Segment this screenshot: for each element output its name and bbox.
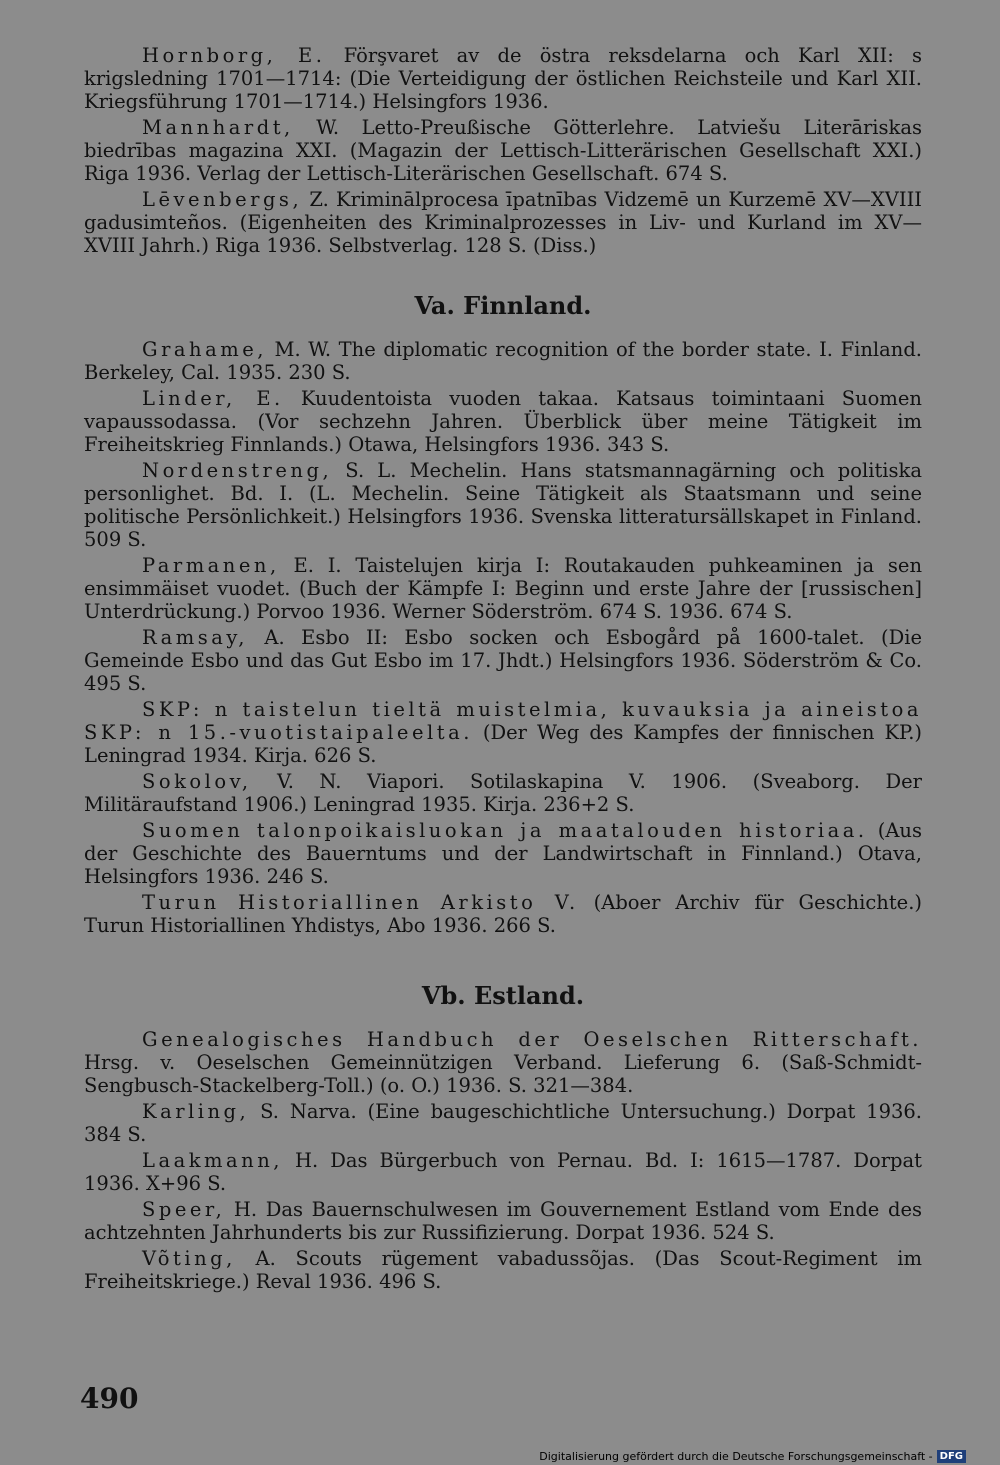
entry-text: Förşvaret av de östra reksdelarna och Karl XII: s krigsledning 1701—1714: (Die Verteidigung der östlichen Reichsteile und Karl XII. Kriegsführung 1701—1714.) Helsingfors 1936.	[84, 44, 922, 113]
bib-entry	[84, 44, 922, 113]
entry-author: Laakmann,	[142, 1149, 283, 1172]
entry-text: H. Das Bauernschulwesen im Gouvernement Estland vom Ende des achtzehnten Jahrhunderts bis zur Russifizierung. Dorpat 1936. 524 S.	[84, 1198, 922, 1244]
entry-author: Nordenstreng,	[142, 459, 333, 482]
entry-author: Speer,	[142, 1198, 226, 1221]
entry-text: H. Das Bürgerbuch von Pernau. Bd. I: 1615—1787. Dorpat 1936. X+96 S.	[84, 1149, 922, 1195]
bib-entry	[84, 1247, 922, 1293]
entry-author: Karling,	[142, 1100, 250, 1123]
entry-author: Linder, E.	[142, 387, 284, 410]
entry-text: (Aus der Geschichte des Bauerntums und der Landwirtschaft in Finnland.) Otava, Helsingfors 1936. 246 S.	[84, 819, 922, 888]
entry-author: Hornborg, E.	[142, 44, 326, 67]
entry-text: A. Esbo II: Esbo socken och Esbogård på 1600-talet. (Die Gemeinde Esbo und das Gut Esbo im 17. Jhdt.) Helsingfors 1936. Söderström & Co. 495 S.	[84, 626, 922, 695]
dfg-logo-icon: DFG	[937, 1450, 966, 1463]
entry-author: Võting,	[142, 1247, 236, 1270]
entry-text: W. Letto-Preußische Götterlehre. Latviešu Literāriskas biedrības magazina XXI. (Magazin der Lettisch-Litterärischen Gesellschaft XXI.) Riga 1936. Verlag der Lettisch-Literärischen Gesellschaft. 674 S.	[84, 116, 922, 185]
estland-entries	[84, 1028, 922, 1293]
bib-entry	[84, 891, 922, 937]
entry-author: Ramsay,	[142, 626, 249, 649]
entry-author: Lēvenbergs,	[142, 188, 303, 211]
entry-text: S. L. Mechelin. Hans statsmannagärning och politiska personlighet. Bd. I. (L. Mechelin. Seine Tätigkeit als Staatsmann und seine politische Persönlichkeit.) Helsingfors 1936. Svenska litteratursällskapet in Finland. 509 S.	[84, 459, 922, 551]
section-title-estland: Vb. Estland.	[421, 981, 585, 1010]
entry-text: E. I. Taistelujen kirja I: Routakauden puhkeaminen ja sen ensimmäiset vuodet. (Buch der Kämpfe I: Beginn und erste Jahre der [russischen] Unterdrückung.) Porvoo 1936. Werner Söderström. 674 S. 1936. 674 S.	[84, 554, 922, 623]
page-number: 490	[80, 1382, 139, 1415]
entry-text: S. Narva. (Eine baugeschichtliche Untersuchung.) Dorpat 1936. 384 S.	[84, 1100, 922, 1146]
bib-entry	[84, 554, 922, 623]
footer-text: Digitalisierung gefördert durch die Deutsche Forschungsgemeinschaft -	[539, 1450, 933, 1463]
bib-entry	[84, 698, 922, 767]
entry-text: V. N. Viapori. Sotilaskapina V. 1906. (Sveaborg. Der Militäraufstand 1906.) Leningrad 1935. Kirja. 236+2 S.	[84, 770, 922, 816]
entry-author: SKP: n taistelun tieltä muistelmia, kuvauksia ja aineistoa SKP: n 15.-vuotistaipaleelta.	[84, 698, 922, 744]
bib-entry	[84, 1149, 922, 1195]
bib-entry	[84, 1100, 922, 1146]
entry-author: Mannhardt,	[142, 116, 294, 139]
bib-entry	[84, 1028, 922, 1097]
bib-entry	[84, 1198, 922, 1244]
entry-author: Grahame,	[142, 338, 267, 361]
entry-text: M. W. The diplomatic recognition of the border state. I. Finland. Berkeley, Cal. 1935. 230 S.	[84, 338, 922, 384]
entry-text: (Der Weg des Kampfes der finnischen KP.) Leningrad 1934. Kirja. 626 S.	[84, 721, 922, 767]
bib-entry	[84, 819, 922, 888]
section-title-finland: Va. Finnland.	[414, 291, 592, 320]
entry-author: Sokolov,	[142, 770, 252, 793]
bib-entry	[84, 338, 922, 384]
entry-text: Hrsg. v. Oeselschen Gemeinnützigen Verband. Lieferung 6. (Saß-Schmidt-Sengbusch-Stackelberg-Toll.) (o. O.) 1936. S. 321—384.	[84, 1051, 922, 1097]
bib-entry	[84, 459, 922, 551]
entry-text: Kuudentoista vuoden takaa. Katsaus toimintaani Suomen vapaussodassa. (Vor sechzehn Jahren. Überblick über meine Tätigkeit im Freiheitskrieg Finnlands.) Otawa, Helsingfors 1936. 343 S.	[84, 387, 922, 456]
entry-author: Genealogisches Handbuch der Oeselschen Ritterschaft.	[142, 1028, 922, 1051]
footer-credit	[539, 1450, 966, 1463]
finland-entries	[84, 338, 922, 937]
entry-author: Parmanen,	[142, 554, 280, 577]
bib-entry	[84, 188, 922, 257]
bib-entry	[84, 387, 922, 456]
entry-author: Turun Historiallinen Arkisto V.	[142, 891, 579, 914]
bib-entry	[84, 770, 922, 816]
bib-entry	[84, 626, 922, 695]
page-content	[84, 44, 922, 1296]
entry-text: A. Scouts rügement vabadussõjas. (Das Scout-Regiment im Freiheitskriege.) Reval 1936. 496 S.	[84, 1247, 922, 1293]
intro-entries	[84, 44, 922, 257]
entry-text: (Aboer Archiv für Geschichte.) Turun Historiallinen Yhdistys, Abo 1936. 266 S.	[84, 891, 923, 937]
entry-author: Suomen talonpoikaisluokan ja maatalouden historiaa.	[142, 819, 868, 842]
bib-entry	[84, 116, 922, 185]
entry-text: Z. Kriminālprocesa īpatnības Vidzemē un Kurzemē XV—XVIII gadusimteños. (Eigenheiten des Kriminalprozesses in Liv- und Kurland im XV—XVIII Jahrh.) Riga 1936. Selbstverlag. 128 S. (Diss.)	[84, 188, 922, 257]
